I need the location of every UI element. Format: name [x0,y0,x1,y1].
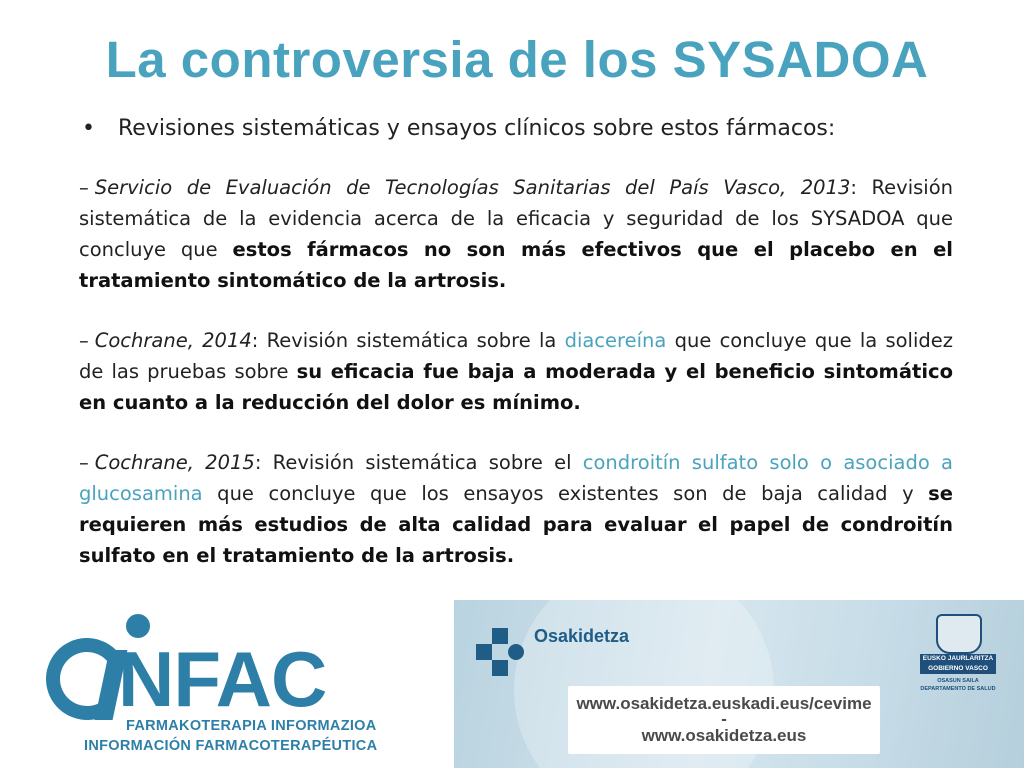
review-entry-3 [79,447,953,571]
gobierno-vasco-label [920,654,996,674]
entry-text: : Revisión sistemática sobre el [254,451,583,474]
dash-marker: – [79,329,89,352]
departamento-salud-label: DEPARTAMENTO DE SALUD [920,686,996,692]
entry-source: Cochrane, 2014 [94,329,252,352]
url-separator: - [721,712,727,728]
osakidetza-banner [454,600,1024,768]
bullet-icon: • [82,116,95,141]
review-list [79,172,953,600]
entry-conclusion: su eficacia fue baja a moderada y el beneficio sintomático en cuanto a la reducción del dolor es mínimo. [79,360,953,414]
dash-marker: – [79,451,89,474]
entry-text: : Revisión sistemática sobre la [251,329,565,352]
bullet-text: Revisiones sistemáticas y ensayos clínicos sobre estos fármacos: [118,116,836,141]
slide-title: La controversia de los SYSADOA [105,31,929,88]
osakidetza-logo-icon [470,622,530,682]
entry-source: Servicio de Evaluación de Tecnologías Sanitarias del País Vasco, 2013 [94,176,851,199]
infac-subtitle-basque: FARMAKOTERAPIA INFORMAZIOA [126,718,377,734]
entry-highlight: condroitín sulfato solo o asociado a glucosamina [79,451,953,505]
infac-logo [40,608,420,768]
entry-conclusion: se requieren más estudios de alta calidad para evaluar el papel de condroitín sulfato en el tratamiento de la artrosis. [79,482,953,567]
osasun-saila-label: OSASUN SAILA [937,678,979,684]
gobierno-line-spanish: GOBIERNO VASCO [928,665,988,672]
osakidetza-url-link[interactable]: www.osakidetza.eus [641,726,807,745]
dash-marker: – [79,176,89,199]
url-box [568,686,880,754]
entry-conclusion: estos fármacos no son más efectivos que el placebo en el tratamiento sintomático de la artrosis. [79,238,953,292]
infac-logo-text: NFAC [118,635,327,723]
entry-text-middle: que concluye que la solidez de las pruebas sobre [79,329,953,383]
entry-text-middle: que concluye que los ensayos existentes son de baja calidad y [202,482,929,505]
osakidetza-name: Osakidetza [534,626,630,646]
entry-text: : Revisión sistemática de la evidencia acerca de la eficacia y seguridad de los SYSADOA que concluye que [79,176,953,261]
review-entry-2 [79,325,953,418]
gobierno-vasco-crest-icon [936,614,982,654]
cevime-url-link[interactable]: www.osakidetza.euskadi.eus/cevime [576,694,872,713]
entry-highlight: diacereína [564,329,667,352]
infac-subtitle-spanish: INFORMACIÓN FARMACOTERAPÉUTICA [84,738,378,754]
entry-source: Cochrane, 2015 [94,451,255,474]
gobierno-line-basque: EUSKO JAURLARITZA [922,655,994,662]
bullet-intro [82,114,962,144]
review-entry-1 [79,172,953,296]
